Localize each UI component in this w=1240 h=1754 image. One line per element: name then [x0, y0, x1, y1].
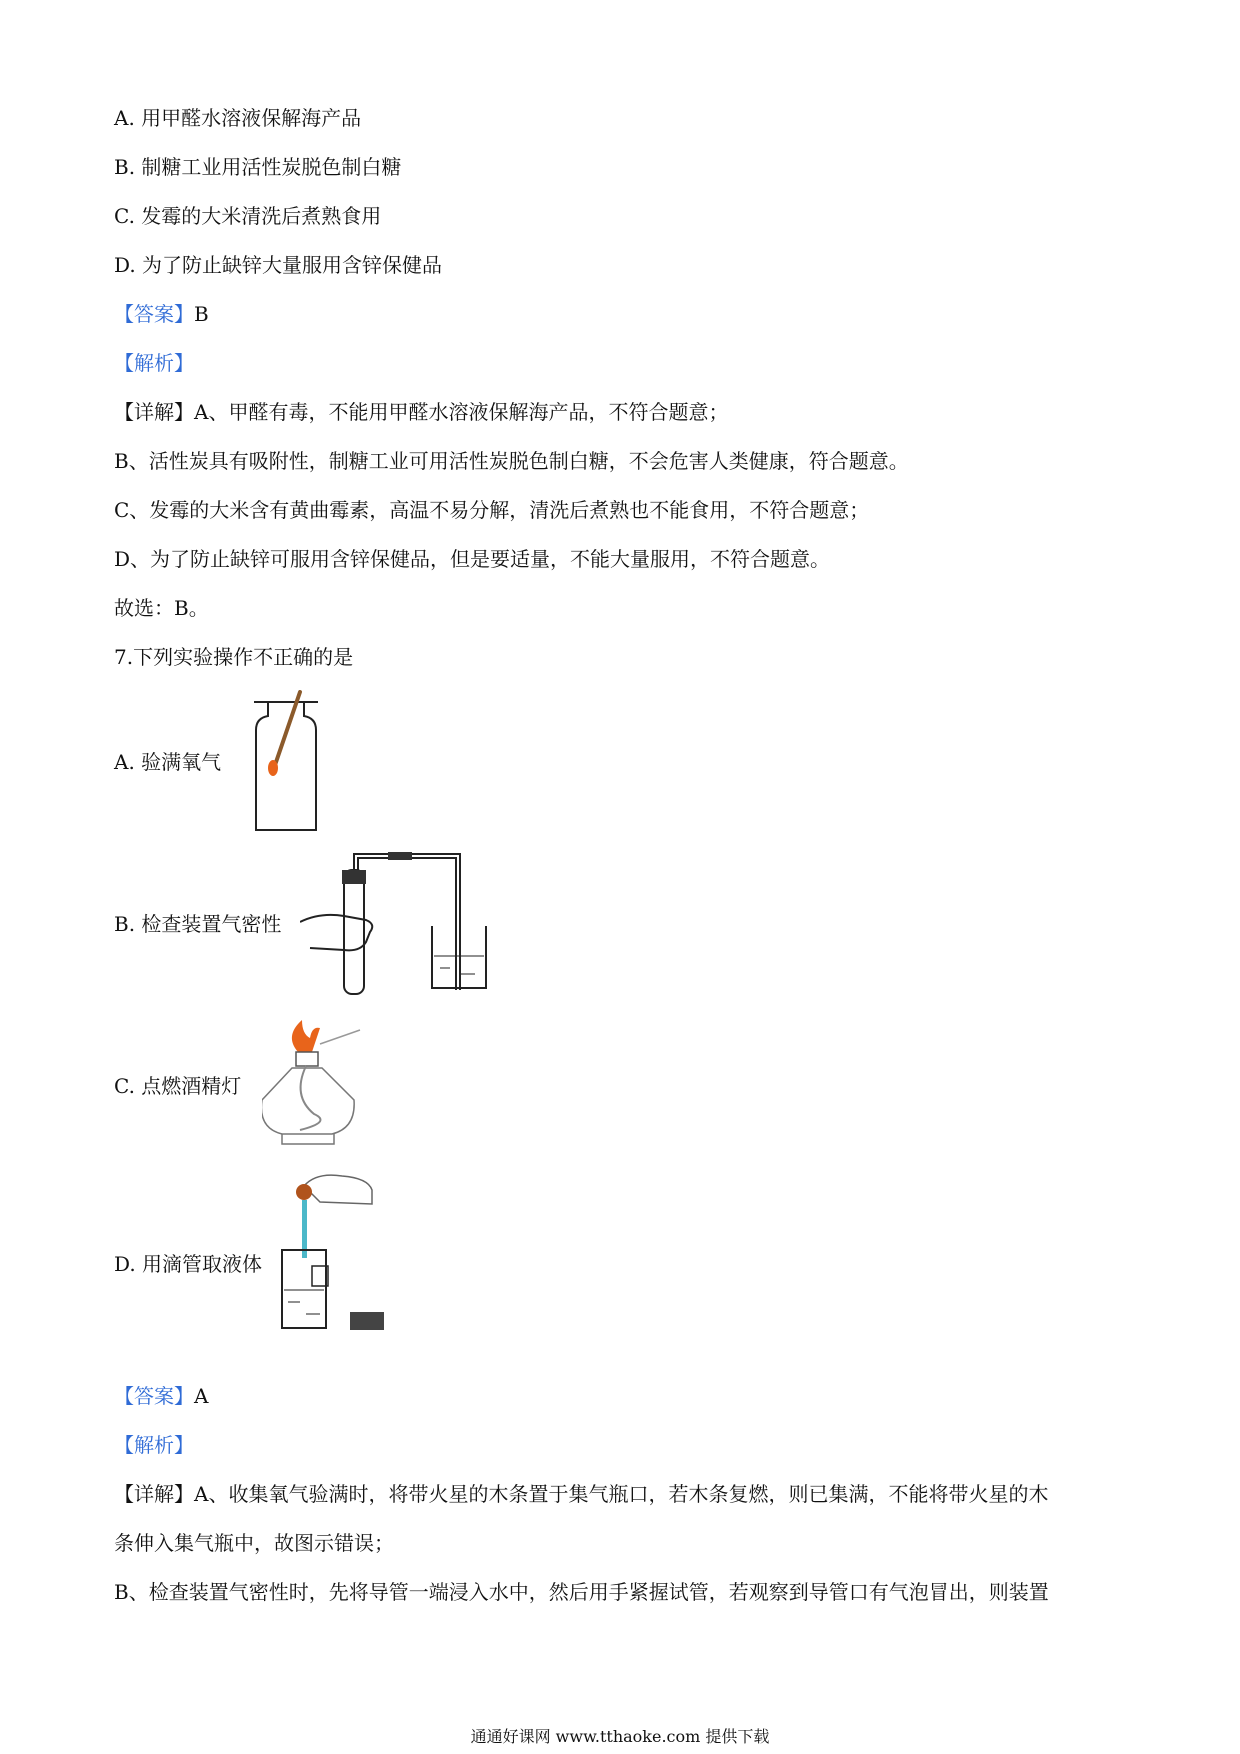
q6-conclusion: 故选：B。 [114, 596, 209, 620]
airtightness-test-figure [300, 850, 490, 1000]
answer-value: B [194, 302, 209, 326]
q6-option-c: C. 发霉的大米清洗后煮熟食用 [114, 204, 382, 228]
q6-analysis-tag: 【解析】 [114, 351, 194, 375]
q7-option-c: C. 点燃酒精灯 [114, 1074, 242, 1098]
q6-detail-line-1 [114, 398, 728, 426]
q7-detail-line-2: 条伸入集气瓶中，故图示错误； [114, 1531, 394, 1555]
q6-answer [114, 300, 209, 328]
q7-question: 7.下列实验操作不正确的是 [114, 645, 354, 669]
q6-detail-line-3: C、发霉的大米含有黄曲霉素，高温不易分解，清洗后煮熟也不能食用，不符合题意； [114, 498, 870, 522]
answer-value: A [194, 1384, 209, 1408]
q7-answer [114, 1382, 208, 1410]
q7-analysis-tag: 【解析】 [114, 1433, 194, 1457]
q7-detail-line-1 [114, 1480, 1048, 1508]
q7-option-b: B. 检查装置气密性 [114, 912, 282, 936]
dropper-bottle-figure [276, 1170, 392, 1336]
q6-option-a: A. 用甲醛水溶液保解海产品 [114, 106, 362, 130]
detail-text: A、甲醛有毒，不能用甲醛水溶液保解海产品，不符合题意； [194, 400, 729, 424]
q7-option-d: D. 用滴管取液体 [114, 1252, 263, 1276]
alcohol-lamp-figure [262, 1018, 362, 1154]
q6-option-b: B. 制糖工业用活性炭脱色制白糖 [114, 155, 402, 179]
page-footer: 通通好课网 www.tthaoke.com 提供下载 [470, 1727, 770, 1746]
detail-tag: 【详解】 [114, 1482, 194, 1506]
gas-bottle-splint-figure [246, 690, 326, 842]
detail-tag: 【详解】 [114, 400, 194, 424]
q6-option-d: D. 为了防止缺锌大量服用含锌保健品 [114, 253, 443, 277]
q7-detail-line-3: B、检查装置气密性时，先将导管一端浸入水中，然后用手紧握试管，若观察到导管口有气泡冒出，则装置 [114, 1580, 1049, 1604]
q6-detail-line-2: B、活性炭具有吸附性，制糖工业可用活性炭脱色制白糖，不会危害人类健康，符合题意。 [114, 449, 909, 473]
q6-detail-line-4: D、为了防止缺锌可服用含锌保健品，但是要适量，不能大量服用，不符合题意。 [114, 547, 831, 571]
q7-option-a: A. 验满氧气 [114, 750, 222, 774]
detail-text: A、收集氧气验满时，将带火星的木条置于集气瓶口，若木条复燃，则已集满，不能将带火星的木 [194, 1482, 1049, 1506]
answer-tag: 【答案】 [114, 302, 194, 326]
answer-tag: 【答案】 [114, 1384, 194, 1408]
